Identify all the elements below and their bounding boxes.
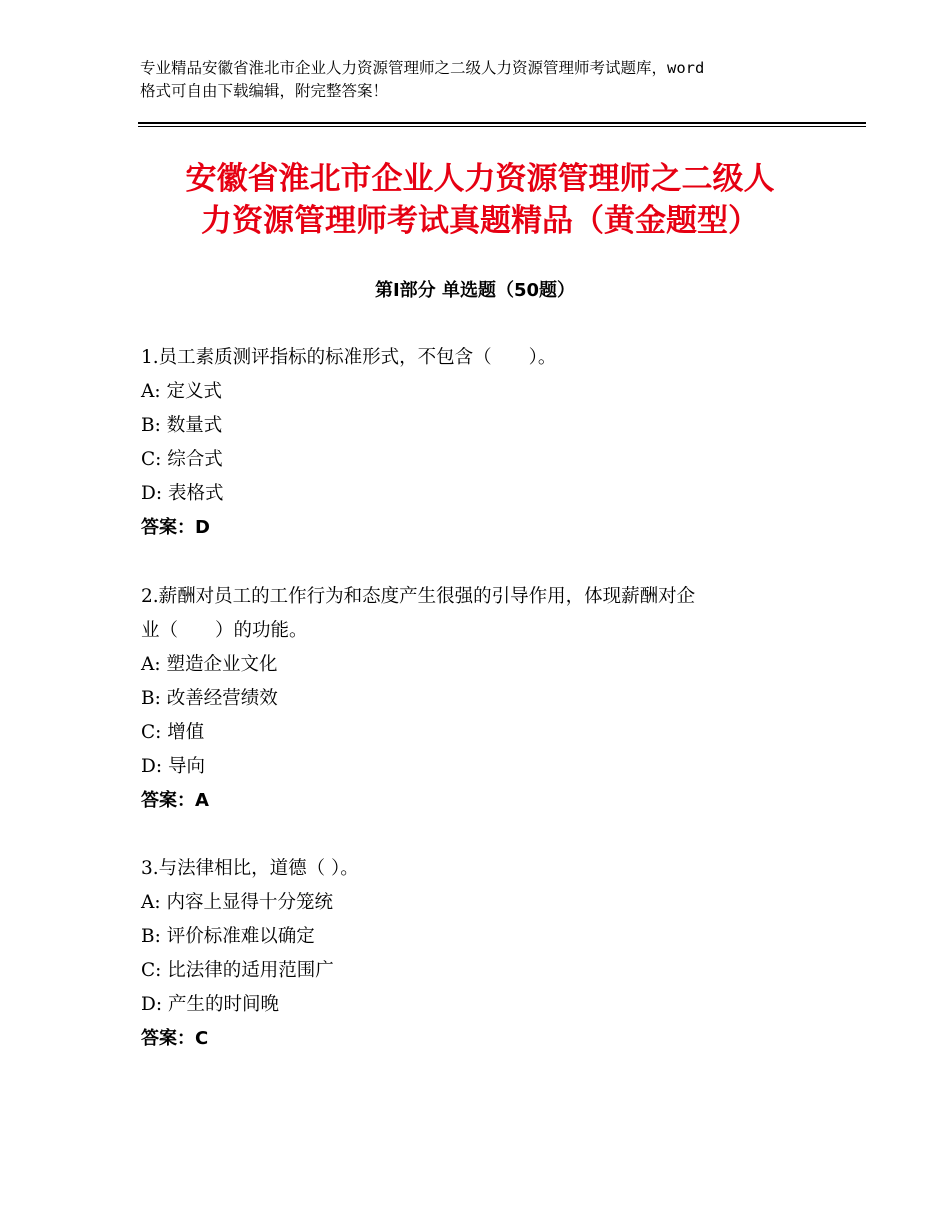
- option-d: D: 产生的时间晚: [141, 994, 279, 1015]
- header-divider-thin: [138, 126, 866, 127]
- question-stem: 3.与法律相比，道德（ ）。: [141, 858, 359, 879]
- question-3: [141, 852, 821, 1056]
- question-1: [141, 341, 821, 545]
- question-stem: 1.员工素质测评指标的标准形式，不包含（ ）。: [141, 347, 557, 368]
- answer: 答案：D: [141, 517, 210, 538]
- header-note: [140, 57, 840, 103]
- option-a: A: 塑造企业文化: [141, 654, 278, 675]
- option-c: C: 综合式: [141, 449, 223, 470]
- answer: 答案：C: [141, 1028, 209, 1049]
- question-stem: 2.薪酬对员工的工作行为和态度产生很强的引导作用，体现薪酬对企: [141, 586, 696, 607]
- title-line: 安徽省淮北市企业人力资源管理师之二级人: [185, 161, 775, 197]
- document-title: [140, 158, 820, 242]
- option-b: B: 改善经营绩效: [141, 688, 278, 709]
- question-stem-continued: 业（ ）的功能。: [141, 620, 308, 641]
- option-b: B: 评价标准难以确定: [141, 926, 315, 947]
- option-d: D: 导向: [141, 756, 205, 777]
- answer: 答案：A: [141, 790, 209, 811]
- question-2: [141, 580, 821, 818]
- title-line: 力资源管理师考试真题精品（黄金题型）: [201, 203, 759, 239]
- section-title: 第Ⅰ部分 单选题（50题）: [374, 280, 575, 301]
- option-c: C: 比法律的适用范围广: [141, 960, 334, 981]
- option-a: A: 内容上显得十分笼统: [141, 892, 333, 913]
- option-c: C: 增值: [141, 722, 205, 743]
- header-note-line: 格式可自由下载编辑，附完整答案！: [140, 82, 389, 100]
- option-a: A: 定义式: [141, 381, 222, 402]
- option-d: D: 表格式: [141, 483, 224, 504]
- header-divider: [138, 122, 866, 124]
- option-b: B: 数量式: [141, 415, 223, 436]
- header-note-line: 专业精品安徽省淮北市企业人力资源管理师之二级人力资源管理师考试题库，word: [140, 59, 705, 77]
